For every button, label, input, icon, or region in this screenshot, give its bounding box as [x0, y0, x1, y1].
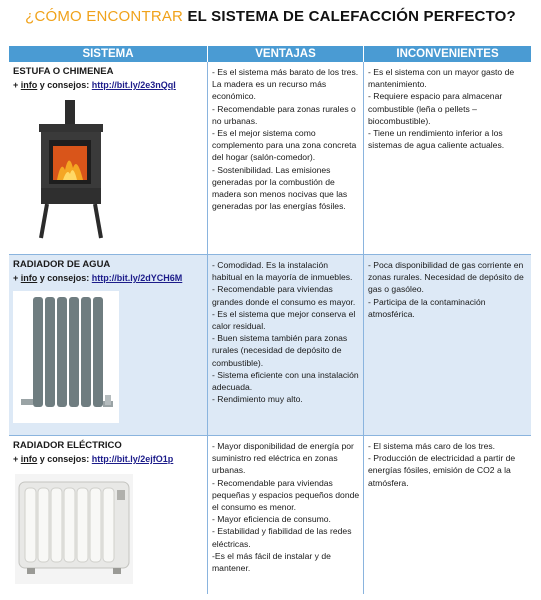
ventajas-cell — [207, 255, 363, 435]
info-link[interactable]: http://bit.ly/2e3nQqI — [91, 80, 176, 90]
ventajas-list — [212, 259, 360, 405]
ventajas-cell — [207, 436, 363, 594]
table-row — [9, 62, 531, 254]
ventajas-cell — [207, 62, 363, 254]
header-inconvenientes: INCONVENIENTES — [364, 46, 531, 62]
ventaja-item: - Es el sistema más barato de los tres. La madera es un recurso más económico. — [212, 67, 359, 102]
header-ventajas: VENTAJAS — [208, 46, 363, 62]
ventaja-item: - Recomendable para viviendas pequeñas y espacios pequeños donde el consumo es menor. — [212, 477, 360, 513]
info-link[interactable]: http://bit.ly/2ejfO1p — [91, 454, 174, 464]
inconvenientes-cell — [363, 62, 531, 254]
ventaja-item: - Sostenibilidad. Las emisiones generadas por la combustión de madera son menos nocivas que las generadas por las energías fósiles. — [212, 164, 348, 212]
info-line: + info y consejos: http://bit.ly/2e3nQqI — [13, 80, 176, 90]
inconvenientes-list — [368, 259, 528, 320]
inconveniente-item: - Requiere espacio para almacenar combustible (leña o pellets – biocombustible). — [368, 91, 503, 126]
ventaja-item: - Es el sistema que mejor conserva el calor residual. — [212, 308, 356, 332]
inconvenientes-cell — [363, 436, 531, 594]
inconveniente-item: - Participa de la contaminación atmosférica. — [368, 296, 486, 319]
ventaja-item: - Rendimiento muy alto. — [212, 394, 303, 405]
title-part2: EL SISTEMA DE CALEFACCIÓN PERFECTO? — [187, 8, 516, 25]
sistema-cell — [9, 436, 207, 594]
table-row — [9, 436, 531, 594]
ventaja-item: - Buen sistema también para zonas rurales (necesidad de depósito de combustible). — [212, 333, 348, 368]
header-sistema: SISTEMA — [9, 46, 207, 62]
inconveniente-item: - El sistema más caro de los tres. — [368, 441, 496, 451]
title-part1: ¿CÓMO ENCONTRAR — [25, 8, 188, 25]
ventaja-item: - Sistema eficiente con una instalación adecuada. — [212, 369, 359, 393]
ventajas-list — [212, 440, 360, 574]
sistema-cell — [9, 255, 207, 435]
ventaja-item: -Es el más fácil de instalar y de mantener. — [212, 550, 331, 574]
ventaja-item: - Estabilidad y fiabilidad de las redes eléctricas. — [212, 526, 352, 549]
info-word: info — [20, 80, 38, 90]
water-radiator-image — [13, 291, 119, 423]
info-word: info — [20, 273, 38, 283]
system-name: RADIADOR DE AGUA — [13, 259, 111, 270]
inconvenientes-cell — [363, 255, 531, 435]
system-name: ESTUFA O CHIMENEA — [13, 66, 114, 77]
info-line: + info y consejos: http://bit.ly/2dYCH6M — [13, 273, 183, 283]
table-row — [9, 255, 531, 435]
inconveniente-item: - Es el sistema con un mayor gasto de mantenimiento. — [368, 67, 515, 90]
ventaja-item: - Mayor disponibilidad de energía por suministro red eléctrica en zonas urbanas. — [212, 441, 354, 476]
inconveniente-item: - Producción de electricidad a partir de energías fósiles, emisión de CO2 a la atmósfera. — [368, 453, 516, 488]
electric-radiator-image — [15, 474, 133, 584]
comparison-table — [9, 46, 531, 596]
info-line: + info y consejos: http://bit.ly/2ejfO1p — [13, 454, 174, 464]
wood-stove-image — [35, 100, 107, 242]
inconveniente-item: - Poca disponibilidad de gas corriente en zonas rurales. Necesidad de depósito de gas o gasóleo. — [368, 260, 524, 295]
page-title — [0, 8, 541, 25]
ventaja-item: - Recomendable para viviendas grandes donde el consumo es mayor. — [212, 284, 356, 307]
info-link[interactable]: http://bit.ly/2dYCH6M — [91, 273, 183, 283]
sistema-cell — [9, 62, 207, 254]
ventaja-item: - Mayor eficiencia de consumo. — [212, 514, 331, 525]
ventajas-list — [212, 66, 360, 212]
system-name: RADIADOR ELÉCTRICO — [13, 440, 122, 451]
inconvenientes-list — [368, 66, 528, 151]
ventaja-item: - Es el mejor sistema como complemento para una zona concreta del hogar (salón-comedor). — [212, 128, 357, 163]
inconveniente-item: - Tiene un rendimiento inferior a los sistemas de agua caliente actuales. — [368, 128, 505, 151]
info-word: info — [20, 454, 38, 464]
ventaja-item: - Recomendable para zonas rurales o no urbanas. — [212, 103, 356, 126]
inconvenientes-list — [368, 440, 528, 489]
ventaja-item: - Comodidad. Es la instalación habitual en la mayoría de inmuebles. — [212, 260, 353, 283]
